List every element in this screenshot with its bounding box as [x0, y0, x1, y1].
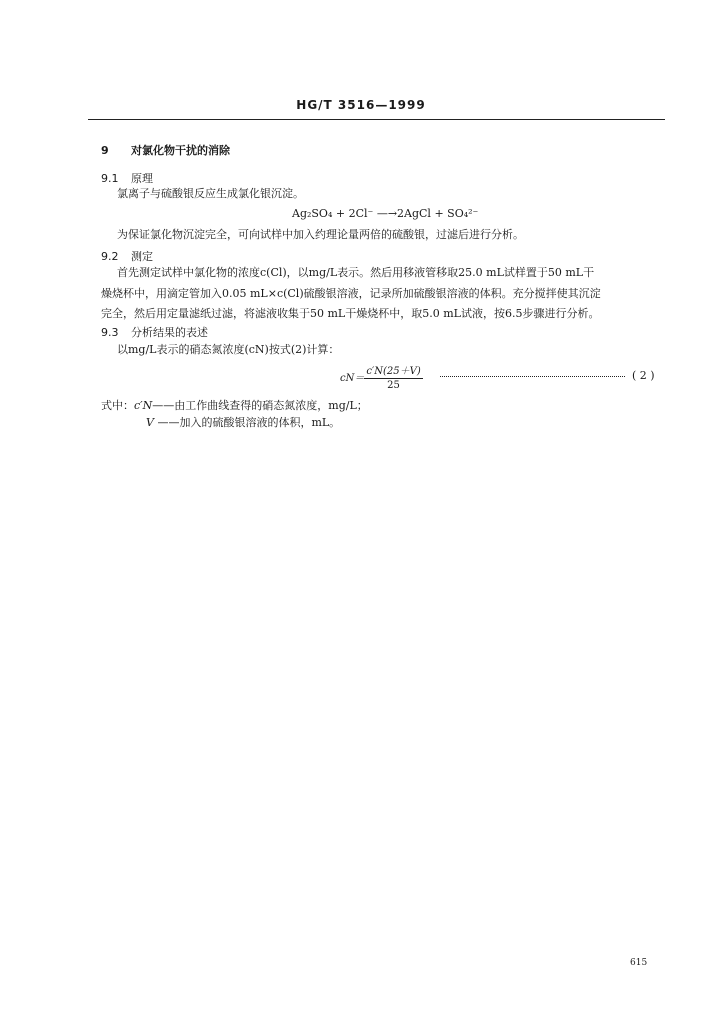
numerator: c′N(25＋V) — [364, 362, 422, 379]
equation-number: ( 2 ) — [632, 369, 655, 382]
page-number: 615 — [630, 958, 648, 968]
section-title: 分析结果的表述 — [131, 326, 208, 339]
symbol: c′N — [134, 399, 153, 412]
definition: ——由工作曲线查得的硝态氮浓度，mg/L； — [152, 399, 368, 412]
header-rule — [88, 119, 665, 120]
paragraph: 氯离子与硫酸银反应生成氯化银沉淀。 — [117, 187, 304, 200]
chemical-equation — [292, 207, 478, 220]
formula — [340, 362, 423, 391]
section-9-3-heading — [101, 324, 208, 340]
where-label: 式中： — [101, 399, 134, 412]
reaction-arrow: —→ — [376, 207, 398, 220]
paragraph-line: 燥烧杯中，用滴定管加入0.05 mL×c(Cl)硫酸银溶液，记录所加硫酸银溶液的体积。充分搅拌使其沉淀 — [101, 287, 601, 300]
paragraph: 以mg/L表示的硝态氮浓度(cN)按式(2)计算： — [117, 343, 340, 356]
paragraph-line: 完全，然后用定量滤纸过滤，将滤液收集于50 mL干燥烧杯中，取5.0 mL试液，按6.5步骤进行分析。 — [101, 307, 600, 320]
formula-lhs: cN＝ — [340, 373, 365, 384]
dot-leader — [440, 376, 625, 377]
section-number: 9.1 — [101, 172, 119, 185]
equation-products: 2AgCl + SO₄²⁻ — [397, 207, 479, 220]
section-9-heading — [101, 142, 230, 158]
fraction — [364, 362, 422, 391]
denominator: 25 — [387, 380, 400, 391]
standard-number-header: HG/T 3516—1999 — [296, 98, 426, 112]
section-title: 对氯化物干扰的消除 — [131, 144, 230, 157]
section-number: 9.3 — [101, 326, 119, 339]
section-number: 9 — [101, 144, 109, 157]
equation-reactants: Ag₂SO₄ + 2Cl⁻ — [292, 207, 377, 220]
paragraph: 为保证氯化物沉淀完全，可向试样中加入约理论量两倍的硫酸银，过滤后进行分析。 — [117, 228, 524, 241]
definition-row — [146, 412, 340, 433]
section-title: 测定 — [131, 250, 153, 263]
symbol: V — [146, 416, 154, 429]
paragraph-line: 首先测定试样中氯化物的浓度c(Cl)，以mg/L表示。然后用移液管移取25.0 mL试样置于50 mL干 — [117, 266, 595, 279]
section-title: 原理 — [131, 172, 153, 185]
definition: ——加入的硫酸银溶液的体积，mL。 — [153, 416, 341, 429]
section-number: 9.2 — [101, 250, 119, 263]
